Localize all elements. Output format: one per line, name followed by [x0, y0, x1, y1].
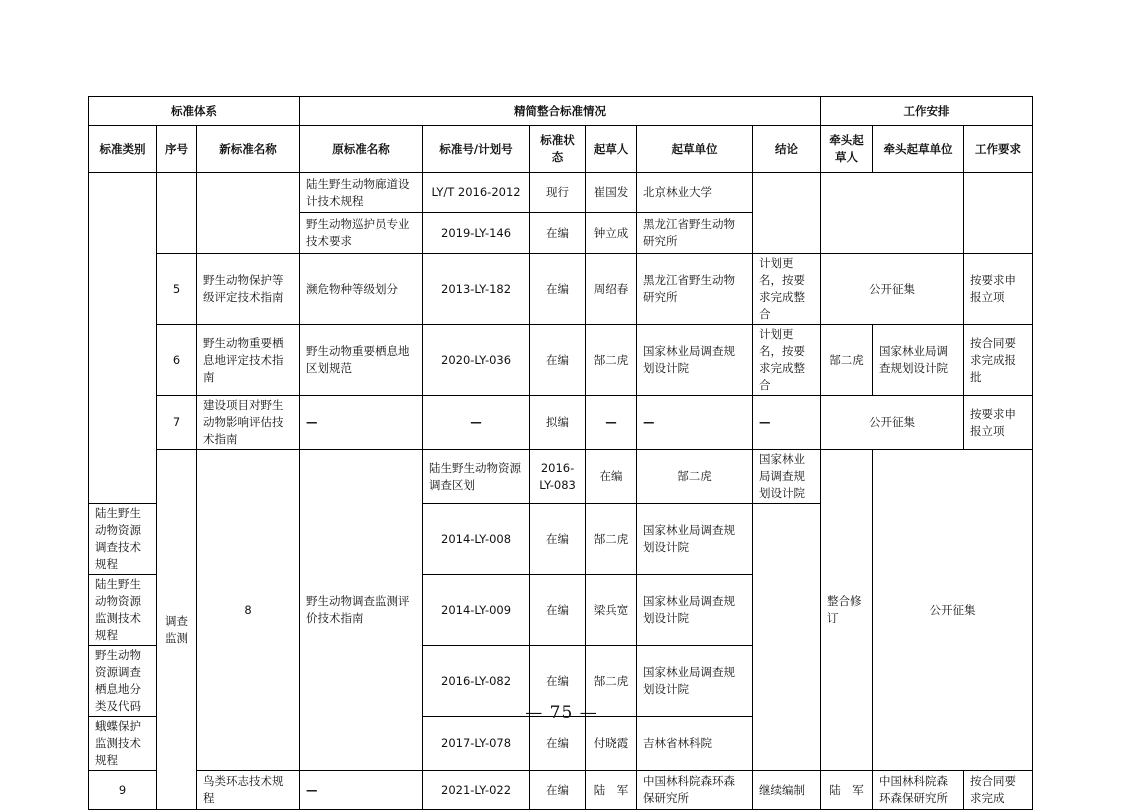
- orig-name-cell: 野生动物重要栖息地区划规范: [300, 325, 423, 396]
- unit-cell: 国家林业局调查规划设计院: [637, 575, 753, 646]
- header-orig-name: 原标准名称: [300, 126, 423, 173]
- drafter-cell: 钟立成: [586, 213, 637, 254]
- conclusion-cell: 计划更名，按要求完成整合: [753, 254, 821, 325]
- orig-name-cell: —: [300, 771, 423, 810]
- drafter-cell: 周绍春: [586, 254, 637, 325]
- header-drafter: 起草人: [586, 126, 637, 173]
- category-cell-empty: [89, 173, 157, 504]
- header-requirement: 工作要求: [964, 126, 1033, 173]
- orig-name-cell: 野生动物巡护员专业技术要求: [300, 213, 423, 254]
- status-cell: 在编: [530, 646, 586, 717]
- status-cell: 现行: [530, 173, 586, 213]
- header-group-work-plan: 工作安排: [821, 97, 1033, 126]
- header-std-no: 标准号/计划号: [423, 126, 530, 173]
- std-no-cell: 2021-LY-022: [423, 771, 530, 810]
- no-cell: 6: [157, 325, 197, 396]
- no-cell-empty: [157, 173, 197, 254]
- drafter-cell: 郜二虎: [586, 325, 637, 396]
- orig-name-cell: 陆生野生动物廊道设计技术规程: [300, 173, 423, 213]
- orig-name-cell: 蛾蝶保护监测技术规程: [89, 717, 157, 771]
- drafter-cell: 郜二虎: [586, 504, 637, 575]
- table-row: [89, 173, 1033, 213]
- status-cell: 在编: [530, 325, 586, 396]
- unit-cell: 北京林业大学: [637, 173, 753, 213]
- conclusion-cell: 继续编制: [753, 771, 821, 810]
- unit-cell: —: [637, 396, 753, 450]
- unit-cell: 国家林业局调查规划设计院: [753, 450, 821, 504]
- table-row: [89, 450, 1033, 504]
- status-cell: 在编: [530, 254, 586, 325]
- unit-cell: 国家林业局调查规划设计院: [637, 504, 753, 575]
- std-no-cell: 2017-LY-078: [423, 717, 530, 771]
- requirement-cell: 按要求申报立项: [964, 254, 1033, 325]
- unit-cell: 国家林业局调查规划设计院: [637, 325, 753, 396]
- status-cell: 在编: [586, 450, 637, 504]
- status-cell: 在编: [530, 504, 586, 575]
- lead-cell-empty: [821, 173, 964, 254]
- header-category: 标准类别: [89, 126, 157, 173]
- work-cell: 公开征集: [873, 450, 1033, 771]
- header-status: 标准状态: [530, 126, 586, 173]
- table-row: [89, 325, 1033, 396]
- drafter-cell: 崔国发: [586, 173, 637, 213]
- new-name-cell-empty: [197, 173, 300, 254]
- std-no-cell: 2019-LY-146: [423, 213, 530, 254]
- conclusion-cell: 整合修订: [821, 450, 873, 771]
- new-name-cell: 野生动物保护等级评定技术指南: [197, 254, 300, 325]
- conclusion-cell-empty: [753, 173, 821, 254]
- status-cell: 在编: [530, 717, 586, 771]
- header-unit: 起草单位: [637, 126, 753, 173]
- table-row: [89, 771, 1033, 810]
- drafter-cell: —: [586, 396, 637, 450]
- unit-cell: 黑龙江省野生动物研究所: [637, 254, 753, 325]
- requirement-cell: 按要求申报立项: [964, 396, 1033, 450]
- std-no-cell: 2020-LY-036: [423, 325, 530, 396]
- orig-name-cell: —: [300, 396, 423, 450]
- orig-name-cell: 陆生野生动物资源调查技术规程: [89, 504, 157, 575]
- orig-name-cell: 陆生野生动物资源监测技术规程: [89, 575, 157, 646]
- lead-unit-cell: 国家林业局调查规划设计院: [873, 325, 964, 396]
- lead-person-cell: 郜二虎: [821, 325, 873, 396]
- std-no-cell: LY/T 2016-2012: [423, 173, 530, 213]
- drafter-cell: 郜二虎: [637, 450, 753, 504]
- header-new-name: 新标准名称: [197, 126, 300, 173]
- orig-name-cell: 陆生野生动物资源调查区划: [423, 450, 530, 504]
- status-cell: 在编: [530, 213, 586, 254]
- std-no-cell: 2014-LY-008: [423, 504, 530, 575]
- conclusion-cell: 计划更名，按要求完成整合: [753, 325, 821, 396]
- header-group-standard-system: 标准体系: [89, 97, 300, 126]
- std-no-cell: —: [423, 396, 530, 450]
- unit-cell: 国家林业局调查规划设计院: [637, 646, 753, 717]
- requirement-cell: 按合同要求完成: [964, 771, 1033, 810]
- unit-cell: 黑龙江省野生动物研究所: [637, 213, 753, 254]
- drafter-cell: 付晓霞: [586, 717, 637, 771]
- orig-name-cell: 濒危物种等级划分: [300, 254, 423, 325]
- header-lead-person: 牵头起草人: [821, 126, 873, 173]
- conclusion-cell: —: [753, 396, 821, 450]
- lead-person-cell: 陆 军: [821, 771, 873, 810]
- status-cell: 拟编: [530, 396, 586, 450]
- std-no-cell: 2014-LY-009: [423, 575, 530, 646]
- drafter-cell: 陆 军: [586, 771, 637, 810]
- no-cell: 5: [157, 254, 197, 325]
- new-name-cell: 建设项目对野生动物影响评估技术指南: [197, 396, 300, 450]
- requirement-cell: 按合同要求完成报批: [964, 325, 1033, 396]
- orig-name-cell: 野生动物资源调查栖息地分类及代码: [89, 646, 157, 717]
- header-conclusion: 结论: [753, 126, 821, 173]
- table-row: [89, 254, 1033, 325]
- no-cell: 9: [89, 771, 157, 810]
- new-name-cell: 野生动物重要栖息地评定技术指南: [197, 325, 300, 396]
- new-name-cell: 鸟类环志技术规程: [197, 771, 300, 810]
- req-cell-empty: [964, 173, 1033, 254]
- std-no-cell: 2013-LY-182: [423, 254, 530, 325]
- work-cell: 公开征集: [821, 396, 964, 450]
- table-row: [89, 396, 1033, 450]
- drafter-cell: 郜二虎: [586, 646, 637, 717]
- std-no-cell: 2016-LY-082: [423, 646, 530, 717]
- status-cell: 在编: [530, 575, 586, 646]
- no-cell: 8: [197, 450, 300, 771]
- category-cell: 调查监测: [157, 450, 197, 810]
- header-group-consolidation: 精简整合标准情况: [300, 97, 821, 126]
- header-no: 序号: [157, 126, 197, 173]
- new-name-cell: 野生动物调查监测评价技术指南: [300, 450, 423, 771]
- unit-cell: 中国林科院森环森保研究所: [637, 771, 753, 810]
- page-number: — 75 —: [525, 703, 598, 723]
- drafter-cell: 梁兵宽: [586, 575, 637, 646]
- work-cell: 公开征集: [821, 254, 964, 325]
- header-lead-unit: 牵头起草单位: [873, 126, 964, 173]
- no-cell: 7: [157, 396, 197, 450]
- unit-cell: 吉林省林科院: [637, 717, 753, 771]
- lead-unit-cell: 中国林科院森环森保研究所: [873, 771, 964, 810]
- status-cell: 在编: [530, 771, 586, 810]
- std-no-cell: 2016-LY-083: [530, 450, 586, 504]
